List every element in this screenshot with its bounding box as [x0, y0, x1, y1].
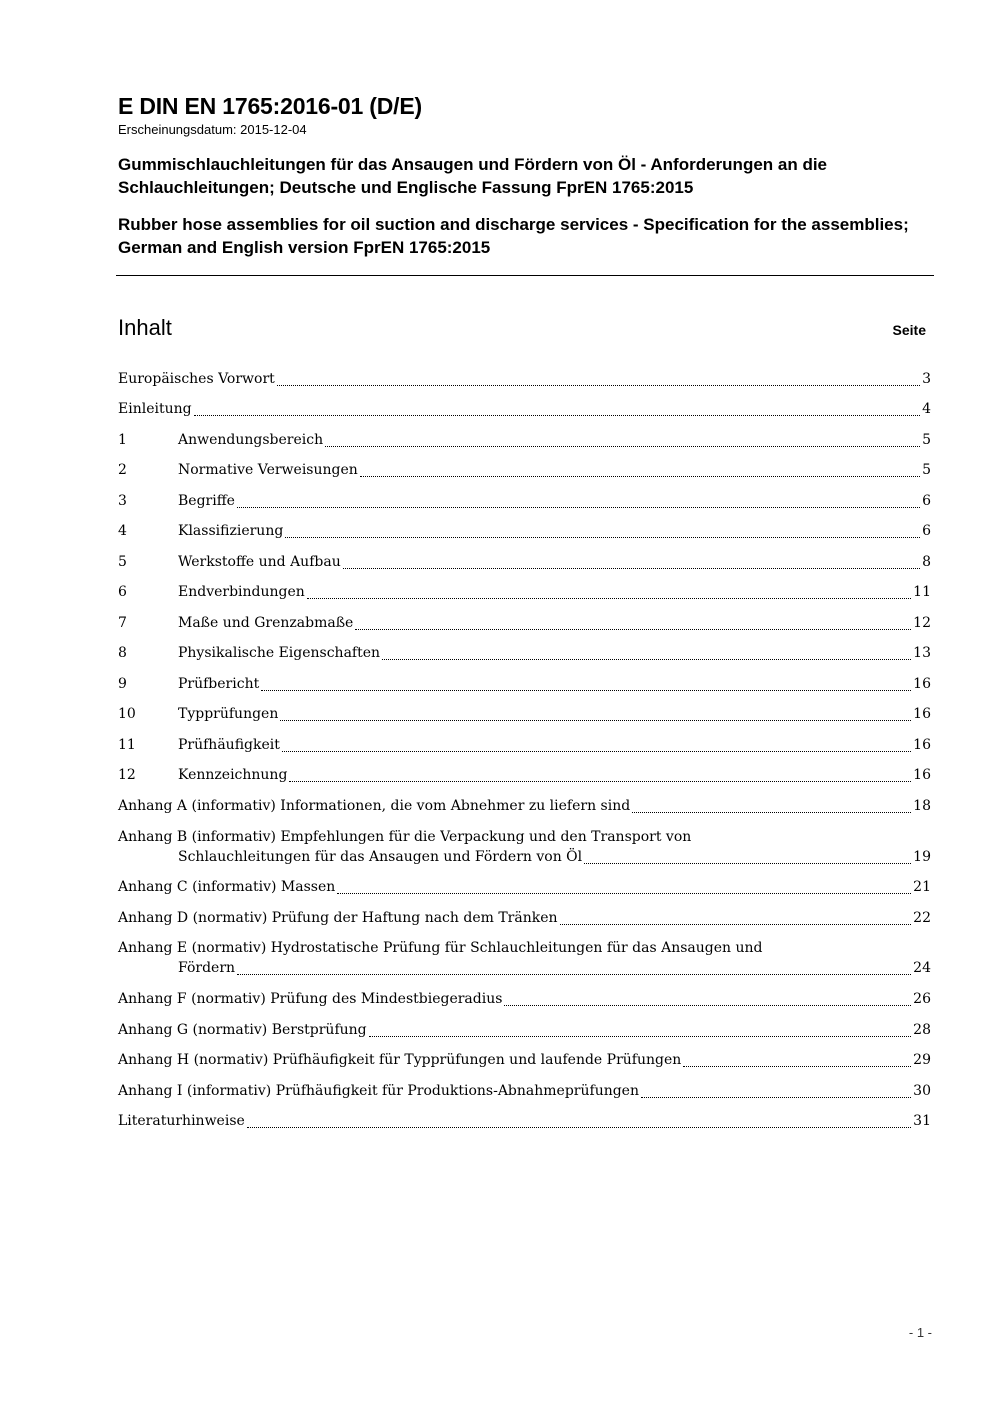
toc-entry-page: 28 — [913, 1022, 931, 1038]
toc-entry-number: 11 — [118, 737, 136, 753]
toc-entry-number: 7 — [118, 615, 127, 631]
toc-entry-label: Maße und Grenzabmaße — [178, 615, 354, 631]
dot-leader — [237, 973, 911, 975]
toc-entry[interactable] — [118, 829, 931, 869]
toc-entry-label: Kennzeichnung — [178, 767, 288, 783]
toc-entry[interactable] — [118, 615, 931, 635]
toc-entry-label: Typprüfungen — [178, 706, 279, 722]
toc-entry[interactable] — [118, 493, 931, 513]
toc-entry-label: Anhang D (normativ) Prüfung der Haftung nach dem Tränken — [118, 910, 558, 926]
page-number: - 1 - — [908, 1325, 932, 1340]
toc-entry[interactable] — [118, 767, 931, 787]
document-header — [118, 93, 933, 259]
toc-entry[interactable] — [118, 676, 931, 696]
toc-entry-label: Anhang G (normativ) Berstprüfung — [118, 1022, 367, 1038]
toc-entry-page: 18 — [913, 798, 931, 814]
toc-entry-page: 6 — [922, 523, 931, 539]
toc-entry[interactable] — [118, 737, 931, 757]
toc-entry[interactable] — [118, 991, 931, 1011]
toc-entry-label: Anhang C (informativ) Massen — [118, 879, 336, 895]
toc-page-label: Seite — [892, 322, 926, 338]
title-english: Rubber hose assemblies for oil suction and discharge services - Specification for the assemblies; German and English version FprEN 1765:2015 — [118, 215, 909, 257]
toc-entry-label: Prüfhäufigkeit — [178, 737, 280, 753]
toc-entry-number: 12 — [118, 767, 136, 783]
dot-leader — [289, 780, 911, 782]
dot-leader — [641, 1096, 911, 1098]
toc-entry-number: 5 — [118, 554, 127, 570]
toc-entry[interactable] — [118, 1052, 931, 1072]
toc-entry-page: 4 — [922, 401, 931, 417]
toc-entry-page: 19 — [913, 849, 931, 865]
toc-entry[interactable] — [118, 1113, 931, 1133]
toc-entry-label: Prüfbericht — [178, 676, 260, 692]
dot-leader — [325, 445, 920, 447]
toc-entry-label: Klassifizierung — [178, 523, 284, 539]
toc-entry-page: 11 — [913, 584, 931, 600]
toc-entry[interactable] — [118, 584, 931, 604]
toc-entry-number: 6 — [118, 584, 127, 600]
toc-entry-number: 2 — [118, 462, 127, 478]
toc-entry-label: Einleitung — [118, 401, 192, 417]
toc-entry-page: 22 — [913, 910, 931, 926]
dot-leader — [280, 719, 911, 721]
toc-entry-page: 16 — [913, 767, 931, 783]
publication-date: Erscheinungsdatum: 2015-12-04 — [118, 122, 307, 137]
toc-entry-page: 5 — [922, 462, 931, 478]
toc-entry-label: Anhang F (normativ) Prüfung des Mindestbiegeradius — [118, 991, 503, 1007]
toc-entry[interactable] — [118, 645, 931, 665]
toc-entry[interactable] — [118, 1022, 931, 1042]
dot-leader — [369, 1035, 912, 1037]
toc-entry-page: 29 — [913, 1052, 931, 1068]
toc-entry-label: Normative Verweisungen — [178, 462, 358, 478]
toc-entry-label: Werkstoffe und Aufbau — [178, 554, 341, 570]
dot-leader — [261, 689, 911, 691]
dot-leader — [247, 1126, 911, 1128]
toc-entry[interactable] — [118, 432, 931, 452]
toc-entry-number: 8 — [118, 645, 127, 661]
toc-entry-label-continued: Schlauchleitungen für das Ansaugen und Fördern von Öl — [178, 849, 583, 865]
toc-entry-number: 3 — [118, 493, 127, 509]
dot-leader — [307, 597, 911, 599]
toc-entry-page: 6 — [922, 493, 931, 509]
toc-header — [118, 313, 926, 343]
toc-entry-page: 8 — [922, 554, 931, 570]
toc-entry-page: 5 — [922, 432, 931, 448]
toc-entry-label: Anhang A (informativ) Informationen, die vom Abnehmer zu liefern sind — [118, 798, 631, 814]
toc-entry-page: 13 — [913, 645, 931, 661]
dot-leader — [343, 567, 920, 569]
toc-entry-page: 12 — [913, 615, 931, 631]
toc-entry-label: Anhang H (normativ) Prüfhäufigkeit für Typprüfungen und laufende Prüfungen — [118, 1052, 682, 1068]
dot-leader — [560, 923, 912, 925]
dot-leader — [382, 658, 911, 660]
toc-entry-label: Anhang E (normativ) Hydrostatische Prüfung für Schlauchleitungen für das Ansaugen und — [118, 940, 763, 956]
toc-entry-label-continued: Fördern — [178, 960, 236, 976]
toc-entry[interactable] — [118, 910, 931, 930]
dot-leader — [632, 811, 911, 813]
toc-entry-label: Literaturhinweise — [118, 1113, 245, 1129]
toc-entry[interactable] — [118, 523, 931, 543]
toc-entry-page: 16 — [913, 737, 931, 753]
toc-entry-label: Anhang I (informativ) Prüfhäufigkeit für Produktions-Abnahmeprüfungen — [118, 1083, 639, 1099]
toc-entry-label: Europäisches Vorwort — [118, 371, 275, 387]
toc-entry-label: Endverbindungen — [178, 584, 305, 600]
toc-entry-page: 21 — [913, 879, 931, 895]
toc-entry-page: 16 — [913, 676, 931, 692]
toc-entry-number: 10 — [118, 706, 136, 722]
dot-leader — [355, 628, 911, 630]
dot-leader — [237, 506, 920, 508]
toc-entry[interactable] — [118, 371, 931, 391]
toc-entry-page: 30 — [913, 1083, 931, 1099]
toc-entry-label: Begriffe — [178, 493, 235, 509]
toc-entry-number: 9 — [118, 676, 127, 692]
dot-leader — [337, 892, 911, 894]
dot-leader — [282, 750, 911, 752]
toc-entry-page: 3 — [922, 371, 931, 387]
toc-entry-number: 1 — [118, 432, 127, 448]
toc-entry-label: Anwendungsbereich — [178, 432, 324, 448]
toc-entry-label: Anhang B (informativ) Empfehlungen für die Verpackung und den Transport von — [118, 829, 692, 845]
toc-entry[interactable] — [118, 706, 931, 726]
title-german: Gummischlauchleitungen für das Ansaugen und Fördern von Öl - Anforderungen an die Schlauchleitungen; Deutsche und Englische Fassung FprEN 1765:2015 — [118, 155, 828, 197]
dot-leader — [584, 862, 911, 864]
toc-entry[interactable] — [118, 462, 931, 482]
toc-entry-page: 24 — [913, 960, 931, 976]
toc-entry-number: 4 — [118, 523, 127, 539]
toc-entry-label: Physikalische Eigenschaften — [178, 645, 381, 661]
dot-leader — [194, 414, 921, 416]
toc-entry-page: 26 — [913, 991, 931, 1007]
dot-leader — [277, 384, 920, 386]
dot-leader — [504, 1004, 911, 1006]
dot-leader — [360, 475, 920, 477]
document-id: E DIN EN 1765:2016-01 (D/E) — [118, 93, 422, 119]
header-divider — [116, 275, 934, 276]
toc-entry[interactable] — [118, 554, 931, 574]
toc-entry[interactable] — [118, 879, 931, 899]
toc-entry[interactable] — [118, 798, 931, 818]
toc-entry[interactable] — [118, 401, 931, 421]
toc-entry-page: 16 — [913, 706, 931, 722]
toc-entry[interactable] — [118, 940, 931, 980]
toc-entry[interactable] — [118, 1083, 931, 1103]
dot-leader — [683, 1065, 911, 1067]
toc-entry-page: 31 — [913, 1113, 931, 1129]
toc-title: Inhalt — [118, 315, 172, 340]
dot-leader — [285, 536, 920, 538]
